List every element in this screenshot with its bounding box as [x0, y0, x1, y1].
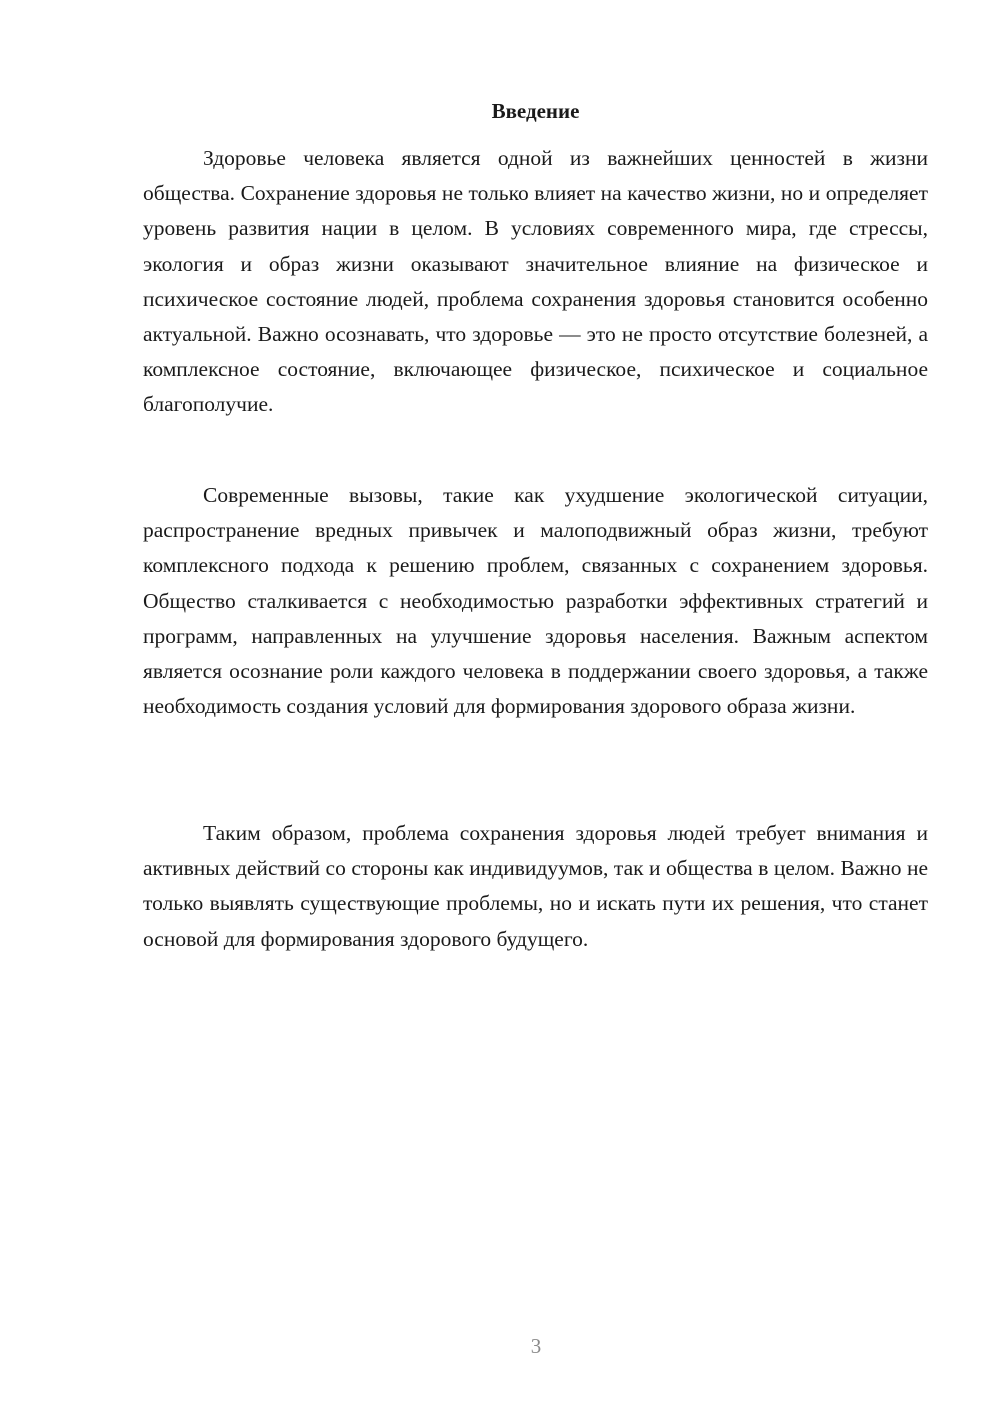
page-number: 3 — [530, 1334, 542, 1358]
section-heading: Введение — [491, 99, 580, 123]
paragraph-1: Здоровье человека является одной из важнейших ценностей в жизни общества. Сохранение здоровья не только влияет на качество жизни, но и определяет уровень развития нации в целом. В условиях современного мира, где стрессы, экология и образ жизни оказывают значительное влияние на физическое и психическое состояние людей, проблема сохранения здоровья становится особенно актуальной. Важно осознавать, что здоровье — это не просто отсутствие болезней, а комплексное состояние, включающее физическое, психическое и социальное благополучие. — [143, 146, 928, 417]
paragraph-2: Современные вызовы, такие как ухудшение экологической ситуации, распространение вредных привычек и малоподвижный образ жизни, требуют комплексного подхода к решению проблем, связанных с сохранением здоровья. Общество сталкивается с необходимостью разработки эффективных стратегий и программ, направленных на улучшение здоровья населения. Важным аспектом является осознание роли каждого человека в поддержании своего здоровья, а также необходимость создания условий для формирования здорового образа жизни. — [143, 483, 928, 719]
paragraph-3: Таким образом, проблема сохранения здоровья людей требует внимания и активных действий со стороны как индивидуумов, так и общества в целом. Важно не только выявлять существующие проблемы, но и искать пути их решения, что станет основой для формирования здорового будущего. — [143, 821, 928, 951]
